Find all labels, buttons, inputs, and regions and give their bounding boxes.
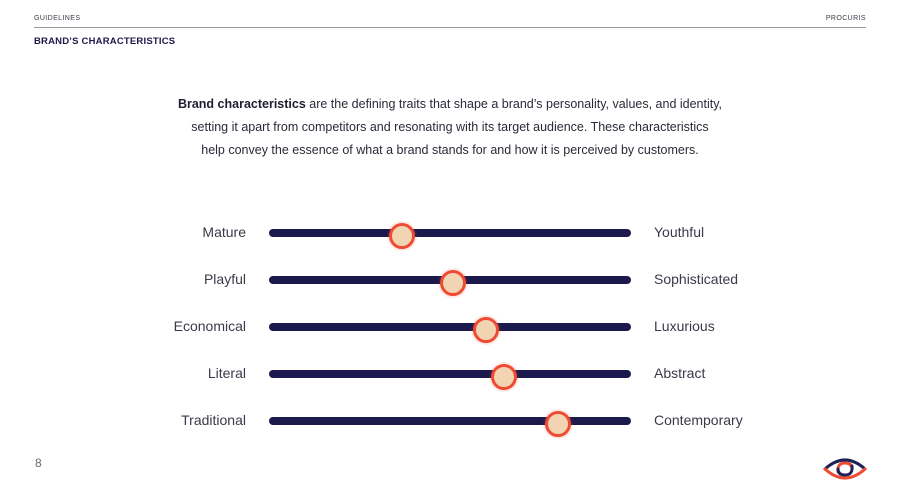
slider-right-label: Contemporary (654, 412, 743, 428)
slider-track[interactable] (269, 276, 631, 284)
slider-right-label: Youthful (654, 224, 705, 240)
intro-line-2: setting it apart from competitors and resonating with its target audience. These characteristics (191, 120, 709, 134)
slider-left-label: Economical (173, 318, 246, 334)
slider-left-label: Traditional (181, 412, 246, 428)
header-divider (34, 27, 866, 28)
slider-row-playful-sophisticated (0, 268, 900, 292)
slider-left-label: Literal (207, 365, 246, 381)
slider-track[interactable] (269, 370, 631, 378)
intro-bold-term: Brand characteristics (177, 97, 306, 111)
slider-left-label: Playful (203, 271, 246, 287)
intro-line-1-text: are the defining traits that shape a brand’s personality, values, and identity, (305, 97, 723, 111)
intro-line-3: help convey the essence of what a brand stands for and how it is perceived by customers. (201, 143, 699, 157)
slider-handle[interactable] (473, 317, 499, 343)
slider-right-label: Abstract (654, 365, 706, 381)
slider-right-label: Luxurious (654, 318, 715, 334)
slider-handle[interactable] (440, 270, 466, 296)
header-brand-label: PROCURIS (825, 15, 866, 22)
intro-paragraph (150, 93, 750, 162)
page-number: 8 (35, 456, 42, 470)
slider-row-traditional-contemporary (0, 409, 900, 433)
header-guidelines-label: GUIDELINES (34, 15, 81, 22)
slider-track[interactable] (269, 229, 631, 237)
section-title: BRAND’S CHARACTERISTICS (34, 36, 176, 47)
slider-track[interactable] (269, 417, 631, 425)
slider-right-label: Sophisticated (654, 271, 739, 287)
slider-row-economical-luxurious (0, 315, 900, 339)
procuris-eye-logo-icon (822, 454, 868, 484)
slider-row-literal-abstract (0, 362, 900, 386)
slider-handle[interactable] (545, 411, 571, 437)
slider-row-mature-youthful (0, 221, 900, 245)
intro-line-1 (150, 93, 750, 116)
slider-track[interactable] (269, 323, 631, 331)
slider-handle[interactable] (389, 223, 415, 249)
slider-left-label: Mature (202, 224, 246, 240)
slider-handle[interactable] (491, 364, 517, 390)
